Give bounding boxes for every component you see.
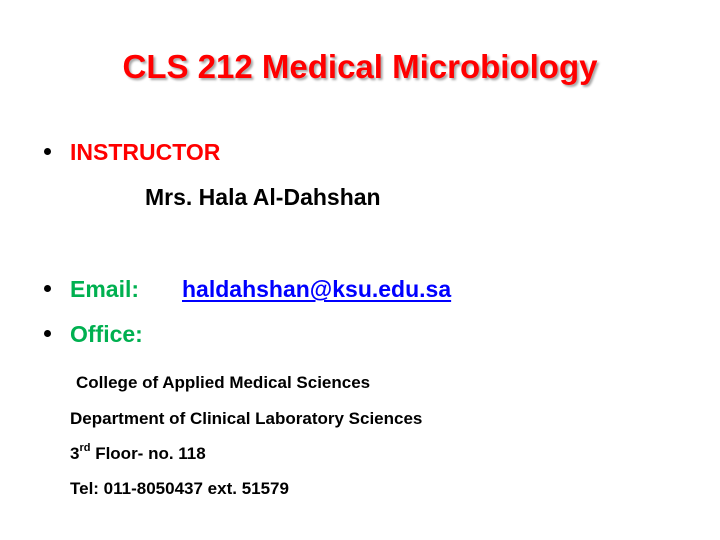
bullet-icon — [44, 285, 51, 292]
instructor-name: Mrs. Hala Al-Dahshan — [145, 184, 381, 210]
office-department: Department of Clinical Laboratory Sciences — [70, 409, 423, 428]
instructor-heading: INSTRUCTOR — [70, 139, 221, 165]
floor-number: 3 — [70, 444, 80, 463]
office-college: College of Applied Medical Sciences — [76, 373, 371, 392]
office-tel: Tel: 011-8050437 ext. 51579 — [70, 479, 289, 498]
slide-title: CLS 212 Medical Microbiology — [122, 48, 598, 85]
bullet-icon — [44, 330, 51, 337]
bullet-icon — [44, 148, 51, 155]
floor-rest: Floor- no. 118 — [90, 444, 206, 463]
floor-suffix: rd — [79, 442, 91, 455]
email-link[interactable]: haldahshan@ksu.edu.sa — [182, 276, 452, 302]
email-label: Email: — [70, 276, 140, 302]
office-label: Office: — [70, 321, 143, 347]
office-floor — [70, 443, 206, 465]
